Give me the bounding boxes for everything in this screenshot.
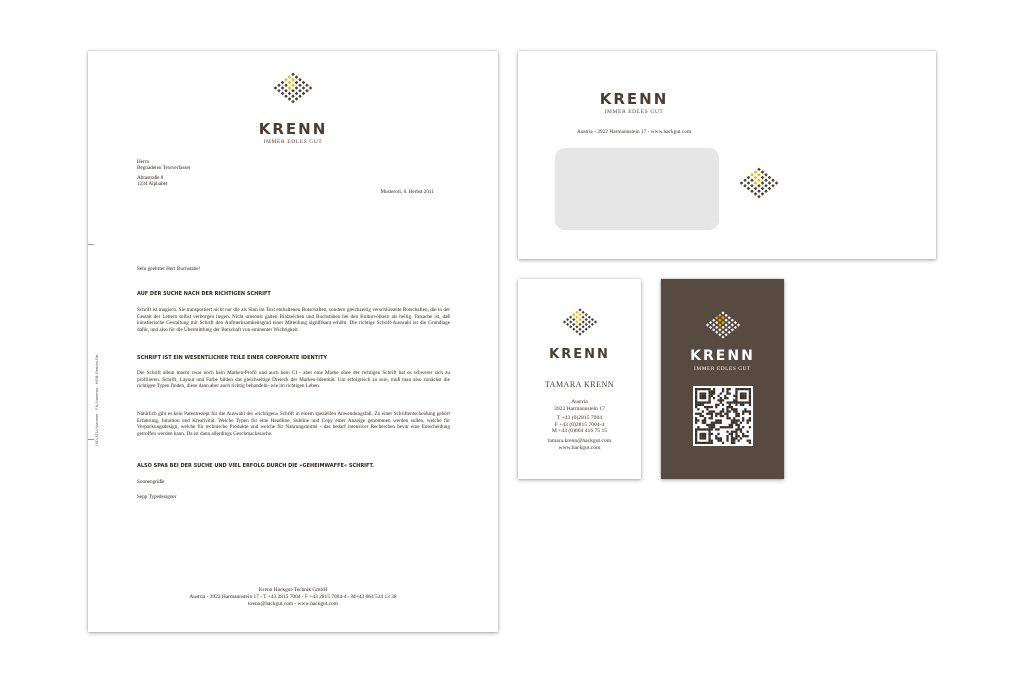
paragraph-2: Die Schrift allein macht zwar noch kein Marken-Profil und auch kein CI - aber eine Marke ohne der richtigen Schrift hat es schwerer sich zu profilieren. Schrift, Layout und Farbe bilden das gleichseitige Dreieck der Marken-Identität. Um erfolgreich zu sein, muß man also zunächst die richtigen Typen finden, diese dann aber auch richtig behandeln- wie im richtigen Leben. (137, 370, 450, 390)
side-legal-note: UID-ATU-Nummer · FN-Nummer · HGB-Gericht-Ort (94, 354, 99, 446)
krenn-logo-icon (556, 300, 604, 344)
brand-name: KRENN (258, 120, 328, 138)
qr-code-icon (693, 386, 753, 446)
business-card-front (518, 279, 641, 479)
krenn-logo-icon (699, 303, 747, 347)
krenn-logo-icon (732, 157, 786, 209)
envelope-window (555, 148, 719, 230)
brand-tagline: IMMER EDLES GUT (263, 139, 323, 145)
card-holder-name: TAMARA KRENN (544, 380, 615, 389)
krenn-logo-icon (266, 67, 320, 109)
envelope-address: Austria - 3922 Harmannstein 17 - www.hackgut.com (576, 129, 692, 135)
envelope (518, 51, 936, 259)
business-card-back (661, 279, 784, 479)
letterhead-page (88, 51, 498, 632)
letter-date: Musterort, 8. Herbst 2011 (380, 189, 434, 195)
signature: Sepp Typedesigner (137, 494, 177, 500)
heading-1: AUF DER SUCHE NACH DER RICHTIGEN SCHRIFT (137, 291, 271, 297)
brand-name: KRENN (690, 348, 755, 364)
brand-name: KRENN (599, 90, 669, 108)
paragraph-1: Schrift ist magisch. Sie transportiert nicht nur die als Sinn im Text enthaltenen Botschaften, sondern gleichzeitig verschlüsselte Botschaften, die in der Gestalt der Lettern selbst verborgen liegen. Nicht umsonst galten Bildzeichen und Buchstaben bei den Kulturvölkern als heilig. Tatsache ist, daß künstlerische Gestaltung mit Schrift den Aufmerksamkeitsgrad einer Mitteilung signifikant erhöht. Die richtige Schrift-Auswahl ist die Grundlage dafür, und also für die Übermittlung der Botschaft von eminenter Wichtigkeit. (137, 307, 450, 333)
brand-tagline: IMMER EDLES GUT (604, 109, 664, 115)
brand-name: KRENN (549, 347, 610, 362)
card-contact-info: Austria 3922 Harmannstein 17 T +43 (0)2815 7004 F +43 (0)2815 7004-4 M +43 (0)664 416 75 15 tamara.krenn@hackgut.com www.hackgut.com (547, 399, 612, 451)
recipient-address: Herrn Begnadeten Textverfasser Abtastraße 8 1234 Alphabet (137, 159, 191, 188)
brand-tagline: IMMER EDLES GUT (694, 366, 751, 372)
salutation: Sehr geehrter Herr Buchstabe! (137, 266, 201, 272)
fold-mark (88, 244, 94, 245)
letter-footer: Krenn Hackgut-Technik GmbH Austria - 3922 Harmannstein 17 - T +43 2815 7004 - F +43 2815 7004-4 - M+43 664 534 13 38 krenn@hackgut.com - www.hackgut.com (189, 587, 397, 607)
heading-3: ALSO SPAß BEI DER SUCHE UND VIEL ERFOLG DURCH DIE »GEHEIMWAFFE« SCHRIFT. (137, 463, 375, 469)
closing: Sonnengrüße (137, 479, 165, 485)
paragraph-3: Natürlich gibt es kein Patentrezept für die Auswahl der »richtigen« Schrift in einem speziellen Anwendungsfall. Zu einer Schriftentscheidung gehört Erfahrung, Intuition und Kreativität. Welche Typen für eine Headline, Subline und Copy einer Anzeige genommen werden sollen, welche für Verpackungsdesign, welche für technische Produkte und welche für Nahrungsmittel - das bedarf intensiver Recherchen bevor eine Entscheidung getroffen werden kann. Da ist dann allerdings Geschmackssache. (137, 411, 450, 437)
heading-2: SCHRIFT IST EIN WESENTLICHER TEILE EINER CORPORATE IDENTITY (137, 355, 327, 361)
